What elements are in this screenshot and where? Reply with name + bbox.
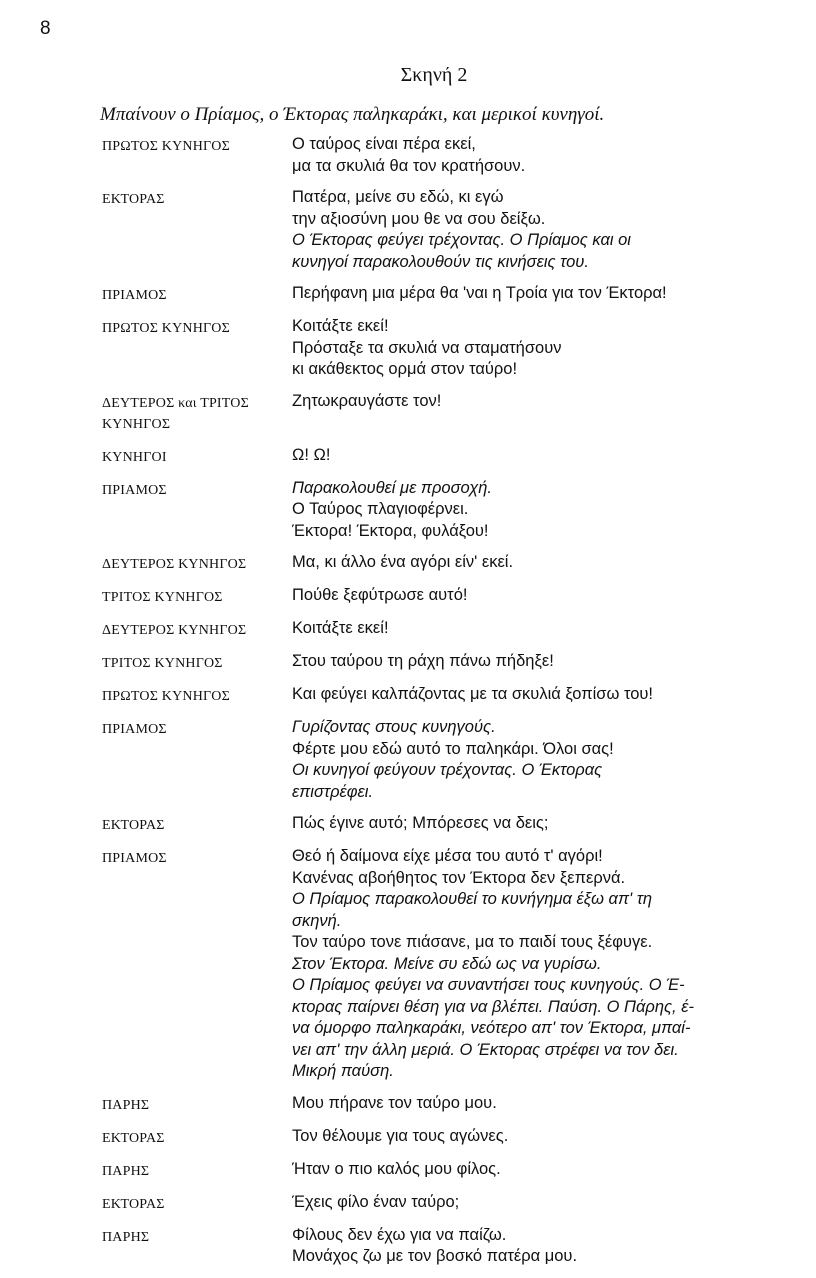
stage-direction-line: Στον Έκτορα. Μείνε συ εδώ ως να γυρίσω. xyxy=(292,954,602,973)
speech-lines xyxy=(292,1225,782,1268)
speech-lines xyxy=(292,187,782,273)
dialogue-entry xyxy=(102,651,782,674)
speech-lines xyxy=(292,1159,782,1182)
dialogue-line: Ήταν ο πιο καλός μου φίλος. xyxy=(292,1159,501,1178)
dialogue-line: Πατέρα, μείνε συ εδώ, κι εγώ xyxy=(292,188,504,206)
dialogue-line: Ο ταύρος είναι πέρα εκεί, xyxy=(292,135,476,153)
speech-lines xyxy=(292,552,782,575)
dialogue-entry xyxy=(102,1225,782,1268)
stage-direction-line: Παρακολουθεί με προσοχή. xyxy=(292,478,492,497)
dialogue-line: Τον θέλουμε για τους αγώνες. xyxy=(292,1126,509,1145)
dialogue-line: Έκτορα! Έκτορα, φυλάξου! xyxy=(292,521,489,540)
page-number: 8 xyxy=(40,18,51,39)
speaker-name: ΠΡΙΑΜΟΣ xyxy=(102,288,167,303)
dialogue-entry xyxy=(102,846,782,1083)
speech-lines xyxy=(292,684,782,707)
speaker-name: ΕΚΤΟΡΑΣ xyxy=(102,1130,165,1146)
dialogue-line: Και φεύγει καλπάζοντας με τα σκυλιά ξοπίσω του! xyxy=(292,685,654,703)
dialogue-line: Πρόσταξε τα σκυλιά να σταματήσουν xyxy=(292,338,562,357)
dialogue-line: Φίλους δεν έχω για να παίζω. xyxy=(292,1225,507,1244)
speaker-name: ΚΥΝΗΓΟΙ xyxy=(102,449,167,465)
dialogue-line: Στου ταύρου τη ράχη πάνω πήδηξε! xyxy=(292,652,554,670)
dialogue-entry xyxy=(102,391,782,435)
dialogue-line: Έχεις φίλο έναν ταύρο; xyxy=(292,1192,460,1211)
speech-lines xyxy=(292,134,782,177)
speech-lines xyxy=(292,813,782,836)
dialogue-line: Περήφανη μια μέρα θα 'ναι η Τροία για τον Έκτορα! xyxy=(292,284,667,302)
dialogue-entry xyxy=(102,552,782,575)
dialogue-line: Πώς έγινε αυτό; Μπόρεσες να δεις; xyxy=(292,814,549,832)
speaker-name: ΤΡΙΤΟΣ ΚΥΝΗΓΟΣ xyxy=(102,590,223,605)
stage-direction-line: να όμορφο παληκαράκι, νεότερο απ' τον Έκτορα, μπαί- xyxy=(292,1019,691,1037)
stage-direction-line: σκηνή. xyxy=(292,911,342,930)
dialogue-line: Ω! Ω! xyxy=(292,445,331,464)
stage-direction-intro: Μπαίνουν ο Πρίαμος, ο Έκτορας παληκαράκι, και μερικοί κυνηγοί. xyxy=(100,104,605,125)
speaker-name: ΠΡΙΑΜΟΣ xyxy=(102,722,167,737)
dialogue-line: μα τα σκυλιά θα τον κρατήσουν. xyxy=(292,156,526,175)
speaker-name: ΕΚΤΟΡΑΣ xyxy=(102,818,165,833)
dialogue-line: Τον ταύρο τονε πιάσανε, μα το παιδί τους ξέφυγε. xyxy=(292,933,653,951)
dialogue-entry xyxy=(102,813,782,836)
script-body xyxy=(102,134,782,1278)
dialogue-entry xyxy=(102,1159,782,1182)
dialogue-entry xyxy=(102,1126,782,1149)
speaker-name: ΠΡΩΤΟΣ ΚΥΝΗΓΟΣ xyxy=(102,689,230,704)
speaker-name: ΔΕΥΤΕΡΟΣ ΚΥΝΗΓΟΣ xyxy=(102,623,247,638)
speaker-name: ΠΑΡΗΣ xyxy=(102,1163,150,1179)
stage-direction-line: νει απ' την άλλη μεριά. Ο Έκτορας στρέφει να τον δει. xyxy=(292,1040,679,1059)
speech-lines xyxy=(292,1192,782,1215)
speech-lines xyxy=(292,846,782,1083)
stage-direction-line: επιστρέφει. xyxy=(292,782,374,801)
speaker-name: ΕΚΤΟΡΑΣ xyxy=(102,192,165,207)
dialogue-line: Μονάχος ζω με τον βοσκό πατέρα μου. xyxy=(292,1247,578,1265)
stage-direction-line: κτορας παίρνει θέση για να βλέπει. Παύση. Ο Πάρης, έ- xyxy=(292,997,694,1016)
speech-lines xyxy=(292,391,782,435)
dialogue-entry xyxy=(102,283,782,306)
speech-lines xyxy=(292,478,782,543)
dialogue-entry xyxy=(102,316,782,381)
stage-direction-line: Γυρίζοντας στους κυνηγούς. xyxy=(292,718,496,736)
dialogue-line: Κοιτάξτε εκεί! xyxy=(292,619,389,637)
dialogue-line: Κοιτάξτε εκεί! xyxy=(292,317,389,335)
dialogue-entry xyxy=(102,187,782,273)
dialogue-line: Θεό ή δαίμονα είχε μέσα του αυτό τ' αγόρι! xyxy=(292,847,603,865)
stage-direction-line: Ο Πρίαμος φεύγει να συναντήσει τους κυνηγούς. Ο Έ- xyxy=(292,976,685,994)
dialogue-entry xyxy=(102,1093,782,1116)
stage-direction-line: Οι κυνηγοί φεύγουν τρέχοντας. Ο Έκτορας xyxy=(292,761,603,779)
speech-lines xyxy=(292,1126,782,1149)
speech-lines xyxy=(292,585,782,608)
dialogue-entry xyxy=(102,134,782,177)
speaker-name: ΠΑΡΗΣ xyxy=(102,1097,150,1113)
stage-direction-line: Ο Πρίαμος παρακολουθεί το κυνήγημα έξω απ' τη xyxy=(292,890,653,908)
speaker-name: ΤΡΙΤΟΣ ΚΥΝΗΓΟΣ xyxy=(102,656,223,671)
speech-lines xyxy=(292,618,782,641)
dialogue-line: Μου πήρανε τον ταύρο μου. xyxy=(292,1093,497,1112)
speaker-name: ΠΡΙΑΜΟΣ xyxy=(102,851,167,866)
dialogue-line: Ο Ταύρος πλαγιοφέρνει. xyxy=(292,500,469,518)
dialogue-entry xyxy=(102,717,782,803)
dialogue-line: Κανένας αβοήθητος τον Έκτορα δεν ξεπερνά. xyxy=(292,868,626,887)
dialogue-line: Μα, κι άλλο ένα αγόρι είν' εκεί. xyxy=(292,553,514,571)
stage-direction-line: Ο Έκτορας φεύγει τρέχοντας. Ο Πρίαμος και οι xyxy=(292,231,631,249)
speech-lines xyxy=(292,445,782,468)
dialogue-line: Φέρτε μου εδώ αυτό το παληκάρι. Όλοι σας! xyxy=(292,739,614,758)
speech-lines xyxy=(292,283,782,306)
speech-lines xyxy=(292,1093,782,1116)
speech-lines xyxy=(292,651,782,674)
speaker-name: ΠΡΩΤΟΣ ΚΥΝΗΓΟΣ xyxy=(102,321,230,336)
speech-lines xyxy=(292,717,782,803)
dialogue-entry xyxy=(102,585,782,608)
speaker-name: ΠΑΡΗΣ xyxy=(102,1229,150,1245)
dialogue-entry xyxy=(102,684,782,707)
scene-title: Σκηνή 2 xyxy=(400,64,468,86)
dialogue-entry xyxy=(102,445,782,468)
speaker-name: ΕΚΤΟΡΑΣ xyxy=(102,1196,165,1212)
dialogue-line: κι ακάθεκτος ορμά στον ταύρο! xyxy=(292,360,518,378)
speaker-name: ΔΕΥΤΕΡΟΣ και ΤΡΙΤΟΣ ΚΥΝΗΓΟΣ xyxy=(102,395,249,432)
dialogue-entry xyxy=(102,478,782,543)
speaker-name: ΔΕΥΤΕΡΟΣ ΚΥΝΗΓΟΣ xyxy=(102,557,247,572)
stage-direction-line: κυνηγοί παρακολουθούν τις κινήσεις του. xyxy=(292,252,589,271)
dialogue-entry xyxy=(102,618,782,641)
dialogue-line: Πούθε ξεφύτρωσε αυτό! xyxy=(292,586,468,604)
dialogue-line: την αξιοσύνη μου θε να σου δείξω. xyxy=(292,209,546,228)
speech-lines xyxy=(292,316,782,381)
speaker-name: ΠΡΩΤΟΣ ΚΥΝΗΓΟΣ xyxy=(102,139,230,154)
dialogue-entry xyxy=(102,1192,782,1215)
dialogue-line: Ζητωκραυγάστε τον! xyxy=(292,391,442,410)
stage-direction-line: Μικρή παύση. xyxy=(292,1062,394,1080)
speaker-name: ΠΡΙΑΜΟΣ xyxy=(102,482,167,498)
